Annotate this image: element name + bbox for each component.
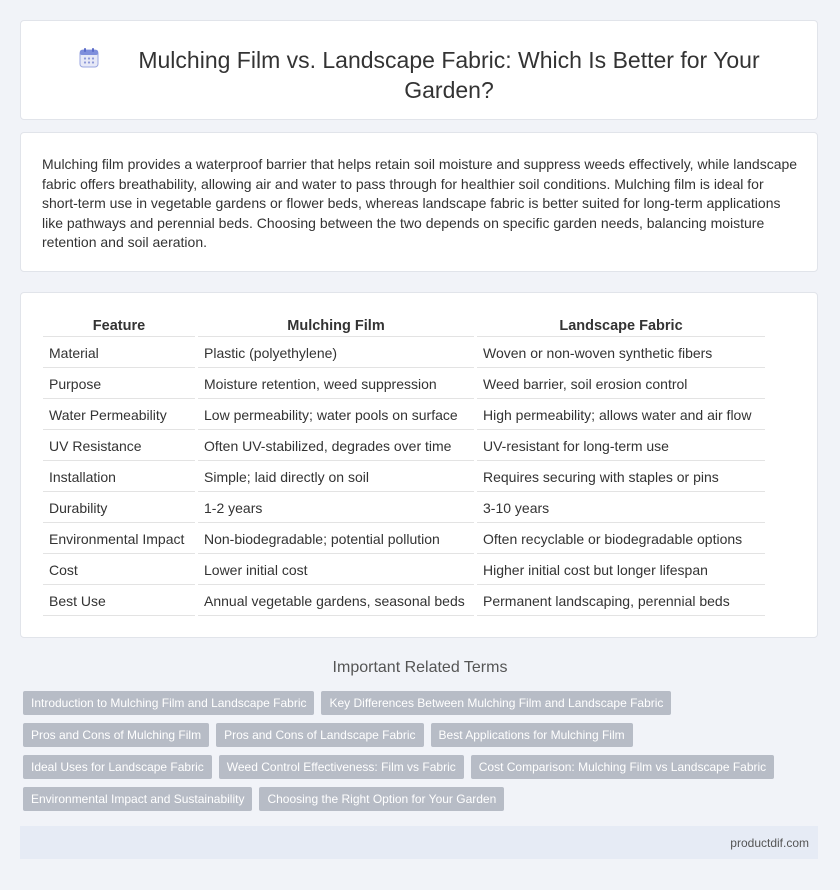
related-term-tag[interactable]: Choosing the Right Option for Your Garden	[259, 787, 504, 811]
table-cell-landscape-fabric: Permanent landscaping, perennial beds	[476, 585, 766, 616]
table-cell-mulching-film: Low permeability; water pools on surface	[197, 399, 476, 430]
related-term-tag[interactable]: Environmental Impact and Sustainability	[23, 787, 252, 811]
table-cell-landscape-fabric: Woven or non-woven synthetic fibers	[476, 337, 766, 368]
table-cell-feature: Environmental Impact	[43, 523, 197, 554]
table-cell-feature: Best Use	[43, 585, 197, 616]
table-cell-feature: Installation	[43, 461, 197, 492]
related-terms-heading: Important Related Terms	[332, 659, 508, 676]
header-card	[20, 20, 818, 120]
table-cell-landscape-fabric: High permeability; allows water and air flow	[476, 399, 766, 430]
related-term-tag[interactable]: Weed Control Effectiveness: Film vs Fabric	[219, 755, 464, 779]
related-terms-row	[23, 691, 813, 715]
table-cell-landscape-fabric: Often recyclable or biodegradable options	[476, 523, 766, 554]
related-term-tag[interactable]: Pros and Cons of Mulching Film	[23, 723, 209, 747]
table-cell-landscape-fabric: UV-resistant for long-term use	[476, 430, 766, 461]
table-row	[43, 461, 765, 492]
table-cell-mulching-film: Lower initial cost	[197, 554, 476, 585]
header-mulching-film: Mulching Film	[197, 315, 476, 337]
table-header-row	[43, 315, 765, 337]
comparison-table	[43, 315, 765, 616]
table-cell-landscape-fabric: Weed barrier, soil erosion control	[476, 368, 766, 399]
table-cell-mulching-film: Plastic (polyethylene)	[197, 337, 476, 368]
table-cell-feature: Durability	[43, 492, 197, 523]
related-terms-row	[23, 723, 813, 747]
table-cell-feature: Cost	[43, 554, 197, 585]
table-cell-mulching-film: Annual vegetable gardens, seasonal beds	[197, 585, 476, 616]
table-cell-mulching-film: Non-biodegradable; potential pollution	[197, 523, 476, 554]
related-term-tag[interactable]: Introduction to Mulching Film and Landscape Fabric	[23, 691, 314, 715]
table-cell-feature: Purpose	[43, 368, 197, 399]
table-body	[43, 337, 765, 616]
header-landscape-fabric: Landscape Fabric	[476, 315, 766, 337]
table-cell-feature: Material	[43, 337, 197, 368]
table-row	[43, 523, 765, 554]
header-feature: Feature	[43, 315, 197, 337]
table-cell-feature: Water Permeability	[43, 399, 197, 430]
table-row	[43, 430, 765, 461]
related-terms-row	[23, 755, 813, 779]
table-cell-feature: UV Resistance	[43, 430, 197, 461]
comparison-card	[20, 292, 818, 638]
table-row	[43, 399, 765, 430]
table-cell-mulching-film: 1-2 years	[197, 492, 476, 523]
page-title: Mulching Film vs. Landscape Fabric: Which Is Better for Your Garden?	[138, 47, 760, 103]
summary-card	[20, 132, 818, 272]
footer-site[interactable]: productdif.com	[730, 836, 809, 850]
table-row	[43, 554, 765, 585]
related-terms-row	[23, 787, 813, 811]
table-row	[43, 368, 765, 399]
related-terms-list	[23, 691, 813, 819]
table-row	[43, 585, 765, 616]
table-cell-mulching-film: Simple; laid directly on soil	[197, 461, 476, 492]
table-cell-mulching-film: Often UV-stabilized, degrades over time	[197, 430, 476, 461]
table-cell-landscape-fabric: Higher initial cost but longer lifespan	[476, 554, 766, 585]
table-cell-mulching-film: Moisture retention, weed suppression	[197, 368, 476, 399]
table-row	[43, 337, 765, 368]
calendar-icon	[78, 47, 100, 69]
footer	[20, 826, 818, 859]
related-term-tag[interactable]: Cost Comparison: Mulching Film vs Landscape Fabric	[471, 755, 774, 779]
table-cell-landscape-fabric: Requires securing with staples or pins	[476, 461, 766, 492]
summary-text: Mulching film provides a waterproof barrier that helps retain soil moisture and suppress weeds effectively, while landscape fabric offers breathability, allowing air and water to pass through for healthier soil conditions. Mulching film is ideal for short-term use in vegetable gardens or flower beds, whereas landscape fabric is better suited for long-term applications like pathways and perennial beds. Choosing between the two depends on specific garden needs, balancing moisture retention and soil aeration.	[42, 156, 798, 250]
table-row	[43, 492, 765, 523]
related-term-tag[interactable]: Key Differences Between Mulching Film and Landscape Fabric	[321, 691, 671, 715]
related-term-tag[interactable]: Ideal Uses for Landscape Fabric	[23, 755, 212, 779]
table-cell-landscape-fabric: 3-10 years	[476, 492, 766, 523]
related-term-tag[interactable]: Best Applications for Mulching Film	[431, 723, 633, 747]
related-term-tag[interactable]: Pros and Cons of Landscape Fabric	[216, 723, 423, 747]
